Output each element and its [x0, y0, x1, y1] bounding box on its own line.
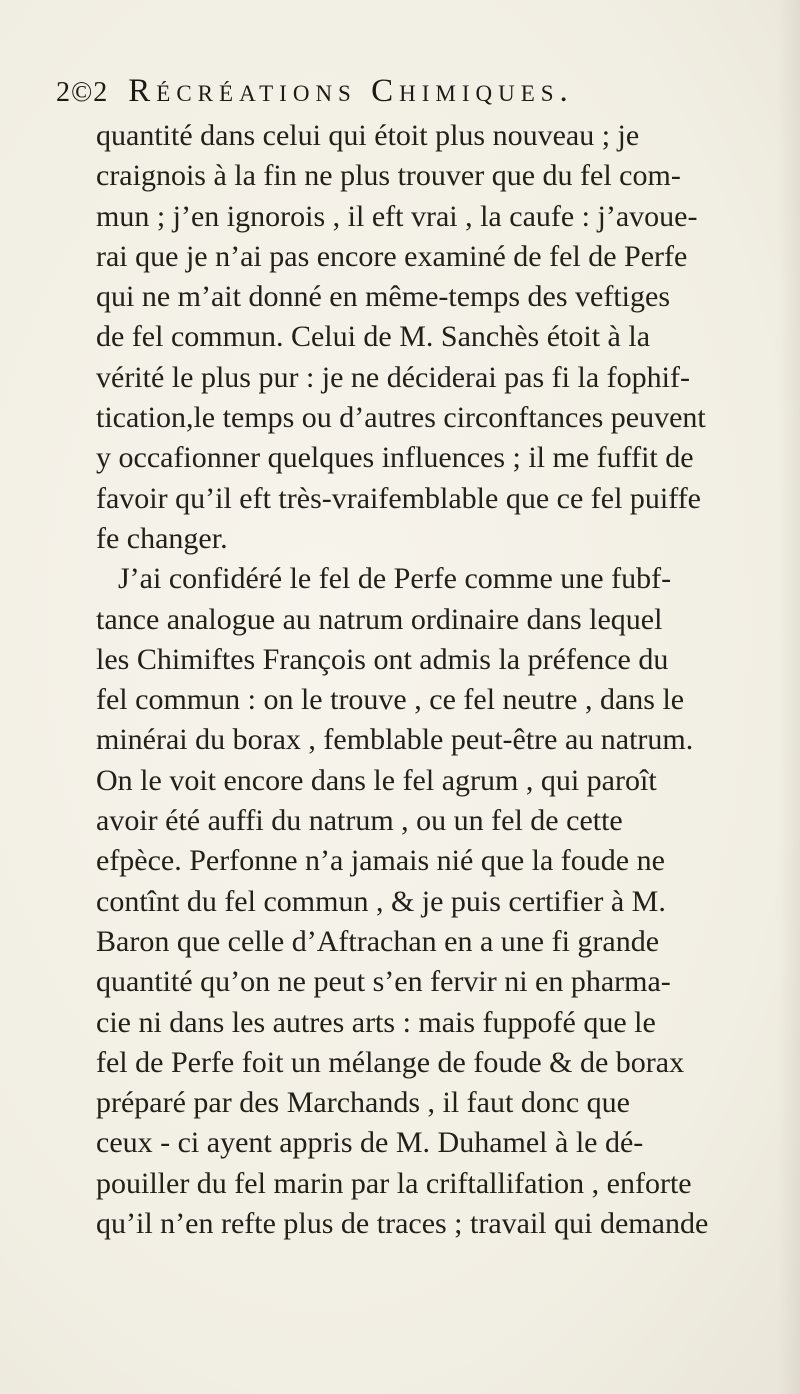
- text-line: favoir qu’il eft très-vraifemblable que ce fel puiffe: [96, 481, 701, 515]
- text-line: fe changer.: [96, 521, 228, 555]
- text-line: qui ne m’ait donné en même-temps des veftiges: [96, 280, 670, 314]
- text-line: vérité le plus pur : je ne déciderai pas fi la fophif-: [96, 360, 690, 394]
- page-number: 2©2: [56, 77, 109, 108]
- text-line: les Chimiftes François ont admis la préfence du: [96, 642, 669, 676]
- text-line: qu’il n’en refte plus de traces ; travail qui demande: [96, 1207, 709, 1241]
- running-head: [56, 66, 736, 116]
- body-text: [96, 116, 800, 1244]
- text-line: avoir été auffi du natrum , ou un fel de cette: [96, 804, 623, 838]
- text-line: efpèce. Perfonne n’a jamais nié que la foude ne: [96, 844, 665, 878]
- text-line: Baron que celle d’Aftrachan en a une fi grande: [96, 924, 660, 958]
- text-line: pouiller du fel marin par la criftallifation , enforte: [96, 1166, 692, 1200]
- text-line: fel de Perfe foit un mélange de foude & de borax: [96, 1045, 685, 1079]
- text-line: minérai du borax , femblable peut-être au natrum.: [96, 723, 694, 757]
- text-line: contînt du fel commun , & je puis certifier à M.: [96, 884, 666, 918]
- text-line: quantité dans celui qui étoit plus nouveau ; je: [96, 119, 640, 152]
- text-line: tication,le temps ou d’autres circonftances peuvent: [96, 401, 706, 435]
- text-line: fel commun : on le trouve , ce fel neutre , dans le: [96, 683, 685, 717]
- text-line: préparé par des Marchands , il faut donc que: [96, 1086, 630, 1120]
- text-line: J’ai confidéré le fel de Perfe comme une fubf-: [118, 562, 672, 596]
- text-line: de fel commun. Celui de M. Sanchès étoit à la: [96, 320, 651, 354]
- running-title: Récréations Chimiques.: [128, 73, 574, 109]
- text-line: rai que je n’ai pas encore examiné de fel de Perfe: [96, 239, 688, 273]
- text-line: craignois à la fin ne plus trouver que du fel com-: [96, 159, 681, 193]
- text-line: y occafionner quelques influences ; il me fuffit de: [96, 441, 694, 475]
- text-line: mun ; j’en ignorois , il eft vrai , la caufe : j’avoue-: [96, 199, 698, 233]
- text-line: quantité qu’on ne peut s’en fervir ni en pharma-: [96, 965, 671, 999]
- text-line: ceux - ci ayent appris de M. Duhamel à le dé-: [96, 1126, 644, 1160]
- text-line: cie ni dans les autres arts : mais fuppofé que le: [96, 1005, 656, 1039]
- text-line: On le voit encore dans le fel agrum , qui paroît: [96, 763, 657, 797]
- text-line: tance analogue au natrum ordinaire dans lequel: [96, 602, 663, 636]
